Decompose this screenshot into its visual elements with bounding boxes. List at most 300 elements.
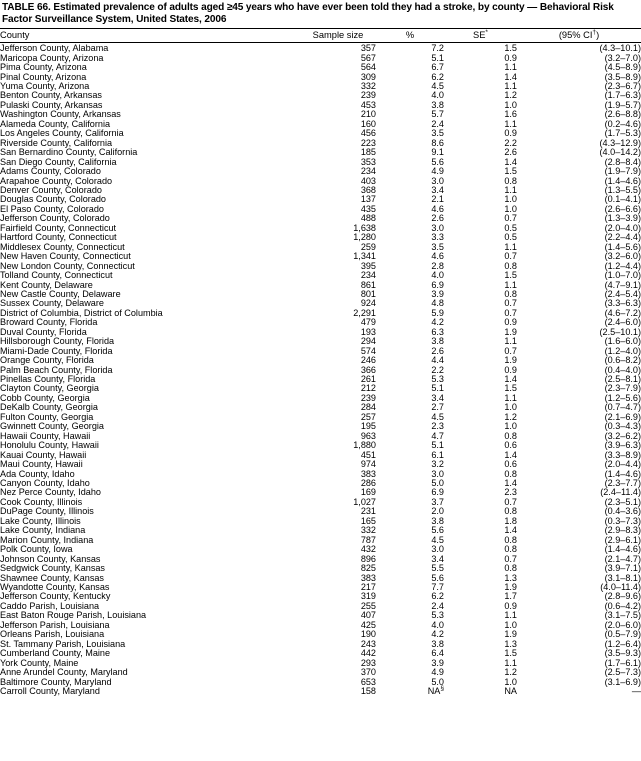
cell-county: Middlesex County, Connecticut bbox=[0, 241, 125, 252]
cell-county: Tolland County, Connecticut bbox=[0, 270, 113, 281]
cell-sample-size: 353 bbox=[360, 156, 376, 167]
cell-confidence-interval: (4.0–11.4) bbox=[600, 582, 641, 592]
cell-percent: 9.1 bbox=[431, 147, 444, 158]
cell-confidence-interval: (2.1–4.7) bbox=[604, 553, 641, 564]
cell-percent: 2.7 bbox=[431, 402, 444, 413]
cell-confidence-interval: (4.3–10.1) bbox=[599, 43, 641, 54]
cell-sample-size: 479 bbox=[360, 317, 376, 328]
column-header-sample-size: Sample size bbox=[312, 30, 364, 41]
cell-percent: 3.9 bbox=[431, 288, 444, 299]
cell-county: Adams County, Colorado bbox=[0, 166, 101, 177]
cell-county: Miami-Dade County, Florida bbox=[0, 345, 113, 356]
cell-county: Polk County, Iowa bbox=[0, 544, 73, 555]
cell-county: Kauai County, Hawaii bbox=[0, 449, 87, 460]
prevalence-table bbox=[0, 29, 641, 42]
cell-confidence-interval: (3.3–6.3) bbox=[604, 298, 641, 309]
cell-county: Denver County, Colorado bbox=[0, 184, 102, 195]
cell-county: DuPage County, Illinois bbox=[0, 506, 94, 517]
cell-county: Kent County, Delaware bbox=[0, 279, 93, 290]
cell-confidence-interval: (0.6–4.2) bbox=[604, 600, 641, 611]
cell-sample-size: 284 bbox=[360, 402, 376, 413]
cell-se: 1.0 bbox=[504, 194, 517, 205]
cell-confidence-interval: (0.3–4.3) bbox=[604, 421, 641, 432]
cell-sample-size: 160 bbox=[360, 118, 376, 129]
cell-confidence-interval: (3.5–8.9) bbox=[604, 71, 641, 82]
cell-confidence-interval: (1.9–5.7) bbox=[604, 99, 641, 110]
cell-percent: 6.4 bbox=[431, 648, 444, 659]
cell-county: DeKalb County, Georgia bbox=[0, 402, 98, 413]
cell-sample-size: 165 bbox=[360, 515, 376, 526]
cell-sample-size: 366 bbox=[360, 364, 376, 375]
cell-county: Pima County, Arizona bbox=[0, 62, 87, 73]
cell-sample-size: 309 bbox=[360, 71, 376, 82]
cell-confidence-interval: (3.2–7.0) bbox=[604, 52, 641, 63]
cell-se: 0.9 bbox=[504, 52, 517, 63]
cell-se: 1.4 bbox=[504, 478, 517, 489]
cell-percent: 4.5 bbox=[431, 411, 444, 422]
cell-se: 2.3 bbox=[504, 487, 517, 498]
cell-confidence-interval: (2.3–7.9) bbox=[604, 383, 641, 394]
table-row bbox=[0, 460, 641, 469]
cell-confidence-interval: (2.6–6.6) bbox=[604, 203, 641, 214]
cell-se: 1.1 bbox=[504, 118, 517, 129]
cell-sample-size: 370 bbox=[360, 667, 376, 678]
column-header-ci-close: ) bbox=[596, 30, 600, 41]
cell-county: New London County, Connecticut bbox=[0, 260, 135, 271]
cell-county: Gwinnett County, Georgia bbox=[0, 421, 104, 432]
cell-sample-size: 787 bbox=[360, 534, 376, 545]
cell-se: 1.9 bbox=[504, 355, 517, 366]
cell-county: Broward County, Florida bbox=[0, 317, 98, 328]
cell-percent: 3.4 bbox=[431, 553, 444, 564]
cell-county: San Bernardino County, California bbox=[0, 147, 138, 158]
cell-confidence-interval: (3.9–7.1) bbox=[604, 563, 641, 574]
cell-se: 0.5 bbox=[504, 232, 517, 243]
cell-sample-size: 2,291 bbox=[353, 307, 376, 318]
cell-county: Lake County, Illinois bbox=[0, 515, 81, 526]
cell-se: 1.3 bbox=[504, 638, 517, 649]
cell-se: 0.7 bbox=[504, 496, 517, 507]
cell-percent: 4.2 bbox=[431, 629, 444, 640]
cell-se: NA bbox=[504, 685, 517, 696]
cell-county: Caddo Parish, Louisiana bbox=[0, 600, 100, 611]
cell-se: 1.9 bbox=[504, 326, 517, 337]
cell-percent: 5.9 bbox=[431, 307, 444, 318]
cell-se: 0.8 bbox=[504, 544, 517, 555]
cell-percent: 4.5 bbox=[431, 534, 444, 545]
cell-confidence-interval: (1.7–5.3) bbox=[604, 128, 641, 139]
cell-sample-size: 243 bbox=[360, 638, 376, 649]
cell-percent: 4.5 bbox=[431, 80, 444, 91]
cell-se: 1.0 bbox=[504, 402, 517, 413]
cell-confidence-interval: (2.4–11.4) bbox=[600, 487, 641, 498]
cell-confidence-interval: (3.1–7.5) bbox=[604, 610, 641, 621]
cell-sample-size: 286 bbox=[360, 478, 376, 489]
cell-sample-size: 190 bbox=[360, 629, 376, 640]
table-row bbox=[0, 451, 641, 460]
cell-confidence-interval: (3.1–8.1) bbox=[604, 572, 641, 583]
cell-se: 1.6 bbox=[504, 109, 517, 120]
cell-confidence-interval: (4.6–7.2) bbox=[604, 307, 641, 318]
cell-se: 1.5 bbox=[504, 43, 517, 54]
cell-confidence-interval: (0.3–7.3) bbox=[604, 515, 641, 526]
cell-percent: 5.0 bbox=[431, 676, 444, 687]
cell-county: Hillsborough County, Florida bbox=[0, 336, 115, 347]
cell-percent: 5.6 bbox=[431, 525, 444, 536]
cell-se: 1.1 bbox=[504, 279, 517, 290]
cell-sample-size: 255 bbox=[360, 600, 376, 611]
table-row bbox=[0, 687, 641, 696]
cell-percent: 4.9 bbox=[431, 667, 444, 678]
cell-se: 0.7 bbox=[504, 307, 517, 318]
cell-se: 1.7 bbox=[504, 591, 517, 602]
cell-sample-size: 425 bbox=[360, 619, 376, 630]
table-row bbox=[0, 526, 641, 535]
table-row bbox=[0, 384, 641, 393]
cell-se: 0.8 bbox=[504, 468, 517, 479]
cell-percent: 7.7 bbox=[431, 582, 444, 592]
cell-confidence-interval: (1.9–7.9) bbox=[604, 166, 641, 177]
cell-se: 0.8 bbox=[504, 534, 517, 545]
cell-se: 0.8 bbox=[504, 430, 517, 441]
cell-se: 0.9 bbox=[504, 128, 517, 139]
cell-sample-size: 1,638 bbox=[353, 222, 376, 233]
cell-se: 1.2 bbox=[504, 411, 517, 422]
cell-sample-size: 1,341 bbox=[353, 251, 376, 262]
cell-percent: 5.0 bbox=[431, 478, 444, 489]
column-header-percent: % bbox=[405, 30, 415, 41]
cell-county: Baltimore County, Maryland bbox=[0, 676, 112, 687]
cell-county: Canyon County, Idaho bbox=[0, 478, 90, 489]
percent-footnote-marker: § bbox=[440, 684, 444, 692]
cell-sample-size: 395 bbox=[360, 260, 376, 271]
cell-se: 1.1 bbox=[504, 336, 517, 347]
cell-confidence-interval: (2.5–8.1) bbox=[604, 374, 641, 385]
table-row bbox=[0, 347, 641, 356]
cell-sample-size: 257 bbox=[360, 411, 376, 422]
cell-county: Pinal County, Arizona bbox=[0, 71, 87, 82]
cell-se: 1.1 bbox=[504, 241, 517, 252]
cell-se: 0.7 bbox=[504, 345, 517, 356]
cell-percent: 4.4 bbox=[431, 355, 444, 366]
cell-county: Palm Beach County, Florida bbox=[0, 364, 113, 375]
cell-county: Duval County, Florida bbox=[0, 326, 87, 337]
ci-footnote-marker: † bbox=[592, 29, 597, 37]
cell-county: Pulaski County, Arkansas bbox=[0, 99, 103, 110]
cell-sample-size: 442 bbox=[360, 648, 376, 659]
cell-percent: 3.8 bbox=[431, 99, 444, 110]
cell-percent: 6.1 bbox=[431, 449, 444, 460]
cell-sample-size: 456 bbox=[360, 128, 376, 139]
cell-se: 1.0 bbox=[504, 99, 517, 110]
cell-confidence-interval: (1.3–5.5) bbox=[604, 184, 641, 195]
cell-county: Jefferson Parish, Louisiana bbox=[0, 619, 110, 630]
cell-sample-size: 137 bbox=[360, 194, 376, 205]
table-row bbox=[0, 536, 641, 545]
cell-se: 0.9 bbox=[504, 600, 517, 611]
cell-confidence-interval: (1.4–4.6) bbox=[604, 468, 641, 479]
cell-sample-size: 383 bbox=[360, 572, 376, 583]
table-row bbox=[0, 54, 641, 63]
cell-percent bbox=[376, 684, 444, 696]
cell-sample-size: 195 bbox=[360, 421, 376, 432]
cell-se: 1.0 bbox=[504, 203, 517, 214]
cell-sample-size: 239 bbox=[360, 392, 376, 403]
cell-se: 0.9 bbox=[504, 317, 517, 328]
cell-percent: 3.8 bbox=[431, 515, 444, 526]
cell-se: 1.2 bbox=[504, 667, 517, 678]
cell-county: Jefferson County, Alabama bbox=[0, 43, 109, 54]
cell-county: Shawnee County, Kansas bbox=[0, 572, 104, 583]
cell-sample-size: 158 bbox=[360, 685, 376, 696]
cell-percent: 3.8 bbox=[431, 336, 444, 347]
cell-county: San Diego County, California bbox=[0, 156, 117, 167]
cell-county: Anne Arundel County, Maryland bbox=[0, 667, 128, 678]
table-row bbox=[0, 63, 641, 72]
cell-percent: 8.6 bbox=[431, 137, 444, 148]
cell-county: Cumberland County, Maine bbox=[0, 648, 111, 659]
cell-percent: 2.8 bbox=[431, 260, 444, 271]
cell-county: Nez Perce County, Idaho bbox=[0, 487, 101, 498]
cell-se: 0.5 bbox=[504, 222, 517, 233]
cell-confidence-interval: (2.3–7.7) bbox=[604, 478, 641, 489]
cell-se: 0.6 bbox=[504, 459, 517, 470]
cell-se: 1.4 bbox=[504, 71, 517, 82]
cell-confidence-interval: (1.2–6.4) bbox=[604, 638, 641, 649]
table-row bbox=[0, 403, 641, 412]
cell-se: 1.1 bbox=[504, 184, 517, 195]
cell-confidence-interval: (1.4–4.6) bbox=[604, 175, 641, 186]
cell-confidence-interval: (2.0–4.0) bbox=[604, 222, 641, 233]
table-header bbox=[0, 29, 641, 42]
cell-percent: 3.7 bbox=[431, 496, 444, 507]
cell-sample-size: 332 bbox=[360, 80, 376, 91]
cell-se: 1.4 bbox=[504, 374, 517, 385]
cell-county: Los Angeles County, California bbox=[0, 128, 124, 139]
cell-confidence-interval: (1.4–5.6) bbox=[604, 241, 641, 252]
cell-percent: 4.0 bbox=[431, 619, 444, 630]
cell-sample-size: 963 bbox=[360, 430, 376, 441]
cell-percent: 4.0 bbox=[431, 90, 444, 101]
cell-county: Yuma County, Arizona bbox=[0, 80, 90, 91]
cell-se: 1.9 bbox=[504, 582, 517, 592]
cell-percent: 3.0 bbox=[431, 544, 444, 555]
header-row bbox=[0, 29, 641, 42]
cell-sample-size: 293 bbox=[360, 657, 376, 668]
cell-county: Sussex County, Delaware bbox=[0, 298, 104, 309]
cell-county: Marion County, Indiana bbox=[0, 534, 94, 545]
cell-county: Arapahoe County, Colorado bbox=[0, 175, 113, 186]
cell-se: 0.7 bbox=[504, 213, 517, 224]
cell-se: 1.1 bbox=[504, 610, 517, 621]
cell-se: 0.8 bbox=[504, 260, 517, 271]
cell-percent: 4.7 bbox=[431, 430, 444, 441]
cell-sample-size: 1,027 bbox=[353, 496, 376, 507]
cell-percent: 3.0 bbox=[431, 222, 444, 233]
cell-county: Honolulu County, Hawaii bbox=[0, 440, 99, 451]
cell-county: Fulton County, Georgia bbox=[0, 411, 94, 422]
cell-se: 1.4 bbox=[504, 156, 517, 167]
cell-sample-size: 169 bbox=[360, 487, 376, 498]
cell-county: St. Tammany Parish, Louisiana bbox=[0, 638, 126, 649]
cell-county: Hartford County, Connecticut bbox=[0, 232, 117, 243]
cell-se: 1.0 bbox=[504, 619, 517, 630]
cell-confidence-interval: (1.2–4.4) bbox=[604, 260, 641, 271]
cell-confidence-interval: (3.9–6.3) bbox=[604, 440, 641, 451]
cell-confidence-interval: (1.6–6.0) bbox=[604, 336, 641, 347]
cell-sample-size: 825 bbox=[360, 563, 376, 574]
cell-percent: 7.2 bbox=[431, 43, 444, 54]
cell-percent: 5.7 bbox=[431, 109, 444, 120]
cell-sample-size: 896 bbox=[360, 553, 376, 564]
cell-sample-size: 1,880 bbox=[353, 440, 376, 451]
cell-sample-size: 332 bbox=[360, 525, 376, 536]
cell-confidence-interval: (1.0–7.0) bbox=[604, 270, 641, 281]
cell-se: 0.7 bbox=[504, 251, 517, 262]
cell-se: 1.1 bbox=[504, 80, 517, 91]
cell-confidence-interval: (2.3–5.1) bbox=[604, 496, 641, 507]
cell-se: 0.7 bbox=[504, 298, 517, 309]
table-row bbox=[0, 73, 641, 82]
cell-sample-size: 223 bbox=[360, 137, 376, 148]
cell-sample-size: 231 bbox=[360, 506, 376, 517]
cell-confidence-interval: (2.0–4.4) bbox=[604, 459, 641, 470]
cell-percent: 6.2 bbox=[431, 71, 444, 82]
cell-se: 0.8 bbox=[504, 563, 517, 574]
cell-se: 1.5 bbox=[504, 648, 517, 659]
cell-percent: 3.3 bbox=[431, 232, 444, 243]
cell-county: New Haven County, Connecticut bbox=[0, 251, 131, 262]
cell-sample-size: 246 bbox=[360, 355, 376, 366]
cell-percent: 2.3 bbox=[431, 421, 444, 432]
cell-confidence-interval: (3.1–6.9) bbox=[604, 676, 641, 687]
cell-percent: 2.6 bbox=[431, 213, 444, 224]
column-header-ci-text: (95% CI bbox=[558, 30, 593, 41]
cell-confidence-interval: (3.3–8.9) bbox=[604, 449, 641, 460]
cell-county: Orange County, Florida bbox=[0, 355, 94, 366]
cell-county: Clayton County, Georgia bbox=[0, 383, 99, 394]
cell-sample-size: 574 bbox=[360, 345, 376, 356]
table-row bbox=[0, 441, 641, 450]
cell-county: Ada County, Idaho bbox=[0, 468, 75, 479]
se-footnote-marker: * bbox=[485, 29, 488, 37]
cell-county: East Baton Rouge Parish, Louisiana bbox=[0, 610, 147, 621]
cell-confidence-interval: (2.4–5.4) bbox=[604, 288, 641, 299]
cell-percent: 5.6 bbox=[431, 156, 444, 167]
cell-percent: 3.2 bbox=[431, 459, 444, 470]
cell-confidence-interval: (1.7–6.3) bbox=[604, 90, 641, 101]
table-row bbox=[0, 422, 641, 431]
cell-confidence-interval: (2.9–8.3) bbox=[604, 525, 641, 536]
cell-percent: 4.2 bbox=[431, 317, 444, 328]
cell-county: Washington County, Arkansas bbox=[0, 109, 121, 120]
cell-sample-size: 407 bbox=[360, 610, 376, 621]
table-row bbox=[0, 517, 641, 526]
cell-sample-size: 239 bbox=[360, 90, 376, 101]
cell-percent: 3.8 bbox=[431, 638, 444, 649]
cell-percent: 4.9 bbox=[431, 166, 444, 177]
cell-percent: 2.4 bbox=[431, 118, 444, 129]
cell-county: Cook County, Illinois bbox=[0, 496, 83, 507]
table-title: TABLE 66. Estimated prevalence of adults aged ≥45 years who have ever been told they had a stroke, by county — Behavioral Risk Factor Surveillance System, United States, 2006 bbox=[2, 2, 614, 26]
cell-se: 0.9 bbox=[504, 364, 517, 375]
cell-se: 0.8 bbox=[504, 288, 517, 299]
cell-sample-size: 974 bbox=[360, 459, 376, 470]
cell-county: Cobb County, Georgia bbox=[0, 392, 90, 403]
cell-confidence-interval: (2.5–10.1) bbox=[599, 326, 641, 337]
cell-confidence-interval: (2.8–8.4) bbox=[604, 156, 641, 167]
cell-confidence-interval: (4.5–8.9) bbox=[604, 62, 641, 73]
cell-sample-size: 185 bbox=[360, 147, 376, 158]
cell-percent: 3.0 bbox=[431, 175, 444, 186]
cell-county: Riverside County, California bbox=[0, 137, 113, 148]
cell-se: 0.8 bbox=[504, 506, 517, 517]
cell-se: 0.8 bbox=[504, 175, 517, 186]
cell-percent: 5.6 bbox=[431, 572, 444, 583]
cell-confidence-interval: (1.2–4.0) bbox=[604, 345, 641, 356]
cell-se: 1.1 bbox=[504, 392, 517, 403]
table-row bbox=[0, 470, 641, 479]
cell-confidence-interval: (2.6–8.8) bbox=[604, 109, 641, 120]
table-row bbox=[0, 498, 641, 507]
cell-percent: 5.5 bbox=[431, 563, 444, 574]
cell-percent: 2.1 bbox=[431, 194, 444, 205]
cell-confidence-interval: (0.1–4.1) bbox=[604, 194, 641, 205]
cell-county: Maricopa County, Arizona bbox=[0, 52, 104, 63]
cell-se: 1.2 bbox=[504, 90, 517, 101]
table-body bbox=[0, 44, 641, 696]
cell-percent: 6.9 bbox=[431, 487, 444, 498]
cell-county: Benton County, Arkansas bbox=[0, 90, 102, 101]
cell-sample-size: 368 bbox=[360, 184, 376, 195]
cell-se: 0.6 bbox=[504, 440, 517, 451]
cell-se: 1.5 bbox=[504, 166, 517, 177]
cell-se: 1.4 bbox=[504, 449, 517, 460]
cell-county: Jefferson County, Kentucky bbox=[0, 591, 111, 602]
cell-percent-value: NA bbox=[427, 685, 441, 696]
cell-sample-size: 488 bbox=[360, 213, 376, 224]
table-row bbox=[0, 507, 641, 516]
cell-percent: 2.6 bbox=[431, 345, 444, 356]
cell-percent: 3.0 bbox=[431, 468, 444, 479]
table-row bbox=[0, 318, 641, 327]
cell-sample-size: 294 bbox=[360, 336, 376, 347]
table-row bbox=[0, 488, 641, 497]
cell-county: El Paso County, Colorado bbox=[0, 203, 104, 214]
cell-confidence-interval: — bbox=[631, 685, 641, 696]
cell-sample-size: 357 bbox=[360, 43, 376, 54]
cell-county: Carroll County, Maryland bbox=[0, 685, 100, 696]
cell-sample-size: 1,280 bbox=[353, 232, 376, 243]
cell-county: Lake County, Indiana bbox=[0, 525, 86, 536]
cell-sample-size: 259 bbox=[360, 241, 376, 252]
cell-sample-size: 432 bbox=[360, 544, 376, 555]
cell-percent: 6.7 bbox=[431, 62, 444, 73]
cell-sample-size: 451 bbox=[360, 449, 376, 460]
column-header-se bbox=[444, 29, 517, 42]
table-row bbox=[0, 649, 641, 658]
column-header-ci bbox=[517, 29, 641, 42]
cell-percent: 4.0 bbox=[431, 270, 444, 281]
cell-sample-size: 861 bbox=[360, 279, 376, 290]
cell-confidence-interval: (0.4–3.6) bbox=[604, 506, 641, 517]
cell-percent: 3.5 bbox=[431, 128, 444, 139]
cell-county: Jefferson County, Colorado bbox=[0, 213, 110, 224]
cell-confidence-interval: (1.4–4.6) bbox=[604, 544, 641, 555]
table-row bbox=[0, 366, 641, 375]
cell-percent: 4.6 bbox=[431, 203, 444, 214]
cell-percent: 5.1 bbox=[431, 440, 444, 451]
